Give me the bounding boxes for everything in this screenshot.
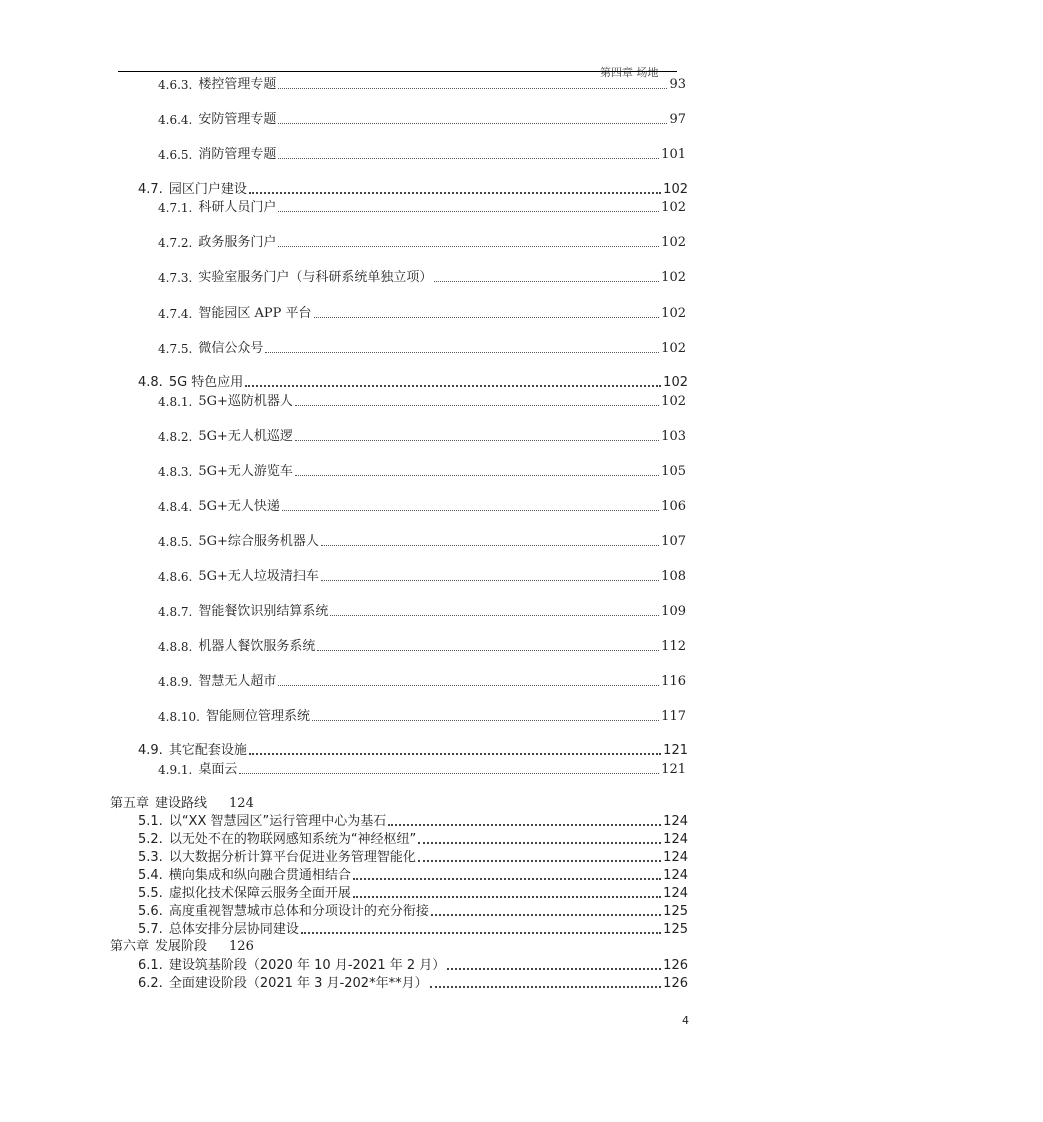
toc-entry-4-8-5[interactable] <box>158 533 686 551</box>
toc-entry-5-4[interactable] <box>138 867 688 885</box>
toc-number: 5.4. <box>138 868 163 883</box>
toc-leader <box>239 773 659 774</box>
toc-leader <box>278 158 659 159</box>
toc-title: 虚拟化技术保障云服务全面开展 <box>168 886 351 901</box>
toc-page: 102 <box>661 235 686 250</box>
toc-entry-4-8-4[interactable] <box>158 498 686 516</box>
toc-title: 科研人员门户 <box>198 200 277 215</box>
toc-leader <box>282 510 659 511</box>
toc-entry-4-6-5[interactable] <box>158 146 686 164</box>
toc-leader <box>278 685 659 686</box>
toc-title: 建设路线 <box>155 796 208 811</box>
toc-entry-4-8-6[interactable] <box>158 568 686 586</box>
toc-entry-4-7[interactable] <box>138 181 688 199</box>
toc-entry-4-8-2[interactable] <box>158 428 686 446</box>
toc-page: 124 <box>663 868 688 883</box>
toc-page: 102 <box>663 375 688 390</box>
toc-leader <box>353 878 661 880</box>
toc-number: 4.7.4. <box>158 307 193 321</box>
toc-page: 108 <box>661 569 686 584</box>
toc-page: 121 <box>661 762 686 777</box>
toc-number: 第六章 <box>110 939 150 954</box>
toc-page: 125 <box>663 904 688 919</box>
toc-number: 第五章 <box>110 796 150 811</box>
toc-leader <box>431 914 661 916</box>
toc-entry-4-7-4[interactable] <box>158 305 686 323</box>
toc-title: 5G+巡防机器人 <box>198 394 293 409</box>
toc-page: 97 <box>669 112 686 127</box>
toc-number: 5.6. <box>138 904 163 919</box>
toc-title: 5G+无人快递 <box>198 499 280 514</box>
toc-title: 实验室服务门户（与科研系统单独立项） <box>198 270 433 285</box>
toc-entry-4-8[interactable] <box>138 374 688 392</box>
toc-number: 4.9.1. <box>158 763 193 777</box>
toc-number: 4.8.9. <box>158 675 193 689</box>
toc-leader <box>430 986 662 988</box>
toc-page: 102 <box>661 394 686 409</box>
toc-entry-4-9-1[interactable] <box>158 761 686 779</box>
toc-page: 107 <box>661 534 686 549</box>
toc-chapter-6[interactable] <box>110 938 254 956</box>
toc-number: 4.6.5. <box>158 148 193 162</box>
toc-leader <box>434 281 659 282</box>
toc-number: 5.7. <box>138 922 163 937</box>
toc-leader <box>278 88 667 89</box>
toc-number: 4.7.5. <box>158 342 193 356</box>
toc-page: 102 <box>661 341 686 356</box>
toc-number: 4.8.7. <box>158 605 193 619</box>
toc-leader <box>330 615 659 616</box>
toc-leader <box>245 385 661 387</box>
toc-title: 政务服务门户 <box>198 235 277 250</box>
toc-title: 以无处不在的物联网感知系统为“神经枢纽” <box>168 832 417 847</box>
toc-number: 4.9. <box>138 743 163 758</box>
page-number: 4 <box>682 1014 689 1027</box>
toc-page: 101 <box>661 147 686 162</box>
toc-number: 4.6.3. <box>158 78 193 92</box>
toc-title: 楼控管理专题 <box>198 77 277 92</box>
toc-entry-4-6-3[interactable] <box>158 76 686 94</box>
toc-number: 5.1. <box>138 814 163 829</box>
toc-entry-4-8-10[interactable] <box>158 708 686 726</box>
toc-page: 125 <box>663 922 688 937</box>
toc-leader <box>312 720 659 721</box>
toc-leader <box>278 211 659 212</box>
toc-number: 4.7.3. <box>158 271 193 285</box>
toc-leader <box>321 545 659 546</box>
toc-entry-4-7-5[interactable] <box>158 340 686 358</box>
toc-page: 103 <box>661 429 686 444</box>
toc-entry-5-6[interactable] <box>138 903 688 921</box>
toc-entry-5-5[interactable] <box>138 885 688 903</box>
toc-title: 以“XX 智慧园区”运行管理中心为基石 <box>168 814 387 829</box>
toc-number: 4.7.1. <box>158 201 193 215</box>
toc-number: 4.7.2. <box>158 236 193 250</box>
toc-title: 微信公众号 <box>198 341 264 356</box>
toc-entry-4-9[interactable] <box>138 742 688 760</box>
toc-title: 智慧无人超市 <box>198 674 277 689</box>
toc-entry-4-8-8[interactable] <box>158 638 686 656</box>
toc-entry-4-7-3[interactable] <box>158 269 686 287</box>
toc-leader <box>418 842 661 844</box>
toc-page: 106 <box>661 499 686 514</box>
toc-title: 5G 特色应用 <box>168 375 244 390</box>
toc-leader <box>301 932 661 934</box>
toc-leader <box>317 650 659 651</box>
toc-leader <box>353 896 661 898</box>
toc-number: 4.8.2. <box>158 430 193 444</box>
toc-page: 124 <box>229 796 254 811</box>
toc-title: 5G+无人垃圾清扫车 <box>198 569 319 584</box>
toc-title: 5G+无人游览车 <box>198 464 293 479</box>
toc-number: 4.6.4. <box>158 113 193 127</box>
toc-number: 4.8.10. <box>158 710 200 724</box>
toc-title: 全面建设阶段（2021 年 3 月-202*年**月） <box>168 976 428 991</box>
toc-title: 总体安排分层协同建设 <box>168 922 299 937</box>
toc-number: 4.8. <box>138 375 163 390</box>
toc-number: 5.5. <box>138 886 163 901</box>
toc-title: 园区门户建设 <box>168 182 247 197</box>
toc-entry-5-2[interactable] <box>138 831 688 849</box>
toc-number: 6.2. <box>138 976 163 991</box>
toc-title: 智能园区 APP 平台 <box>198 306 312 321</box>
toc-number: 4.8.5. <box>158 535 193 549</box>
toc-entry-5-1[interactable] <box>138 813 688 831</box>
running-header: 第四章 场地 <box>600 66 659 79</box>
toc-leader <box>418 860 661 862</box>
toc-page: 124 <box>663 832 688 847</box>
toc-leader <box>265 352 659 353</box>
toc-title: 智能餐饮识别结算系统 <box>198 604 329 619</box>
toc-number: 4.8.3. <box>158 465 193 479</box>
toc-page: 124 <box>663 886 688 901</box>
toc-title: 5G+综合服务机器人 <box>198 534 319 549</box>
toc-leader <box>388 824 661 826</box>
toc-entry-4-8-9[interactable] <box>158 673 686 691</box>
toc-page: 126 <box>663 976 688 991</box>
toc-page: 102 <box>661 306 686 321</box>
toc-page: 124 <box>663 814 688 829</box>
toc-leader <box>249 753 661 755</box>
toc-number: 5.3. <box>138 850 163 865</box>
toc-page: 112 <box>661 639 686 654</box>
toc-title: 高度重视智慧城市总体和分项设计的充分衔接 <box>168 904 429 919</box>
toc-page: 121 <box>663 743 688 758</box>
toc-title: 以大数据分析计算平台促进业务管理智能化 <box>168 850 416 865</box>
toc-chapter-5[interactable] <box>110 795 254 813</box>
toc-page: 126 <box>663 958 688 973</box>
toc-entry-4-7-2[interactable] <box>158 234 686 252</box>
toc-page: 105 <box>661 464 686 479</box>
toc-page: 102 <box>661 270 686 285</box>
toc-title: 发展阶段 <box>155 939 208 954</box>
toc-page: 126 <box>229 939 254 954</box>
toc-title: 机器人餐饮服务系统 <box>198 639 316 654</box>
header-rule <box>118 71 677 72</box>
toc-title: 消防管理专题 <box>198 147 277 162</box>
toc-leader <box>321 580 659 581</box>
toc-number: 4.8.6. <box>158 570 193 584</box>
toc-number: 6.1. <box>138 958 163 973</box>
toc-page: 109 <box>661 604 686 619</box>
toc-entry-4-8-3[interactable] <box>158 463 686 481</box>
toc-leader <box>447 968 661 970</box>
toc-number: 4.8.1. <box>158 395 193 409</box>
toc-leader <box>249 192 661 194</box>
toc-title: 建设筑基阶段（2020 年 10 月-2021 年 2 月） <box>168 958 446 973</box>
toc-number: 4.8.4. <box>158 500 193 514</box>
toc-entry-6-2[interactable] <box>138 975 688 993</box>
toc-entry-5-7[interactable] <box>138 921 688 939</box>
toc-page: 116 <box>661 674 686 689</box>
toc-leader <box>278 123 667 124</box>
toc-title: 5G+无人机巡逻 <box>198 429 293 444</box>
toc-entry-6-1[interactable] <box>138 957 688 975</box>
toc-leader <box>295 440 659 441</box>
toc-title: 智能厕位管理系统 <box>205 709 310 724</box>
toc-title: 横向集成和纵向融合贯通相结合 <box>168 868 351 883</box>
toc-number: 4.7. <box>138 182 163 197</box>
toc-page: 93 <box>669 77 686 92</box>
toc-page: 124 <box>663 850 688 865</box>
toc-entry-4-8-1[interactable] <box>158 393 686 411</box>
toc-entry-4-6-4[interactable] <box>158 111 686 129</box>
toc-title: 安防管理专题 <box>198 112 277 127</box>
toc-leader <box>295 405 659 406</box>
toc-number: 4.8.8. <box>158 640 193 654</box>
toc-entry-4-8-7[interactable] <box>158 603 686 621</box>
toc-page: 102 <box>663 182 688 197</box>
toc-leader <box>278 246 659 247</box>
toc-title: 桌面云 <box>198 762 238 777</box>
toc-page: 117 <box>661 709 686 724</box>
toc-number: 5.2. <box>138 832 163 847</box>
toc-entry-5-3[interactable] <box>138 849 688 867</box>
toc-title: 其它配套设施 <box>168 743 247 758</box>
toc-leader <box>295 475 659 476</box>
toc-leader <box>314 317 660 318</box>
toc-page: 102 <box>661 200 686 215</box>
toc-entry-4-7-1[interactable] <box>158 199 686 217</box>
